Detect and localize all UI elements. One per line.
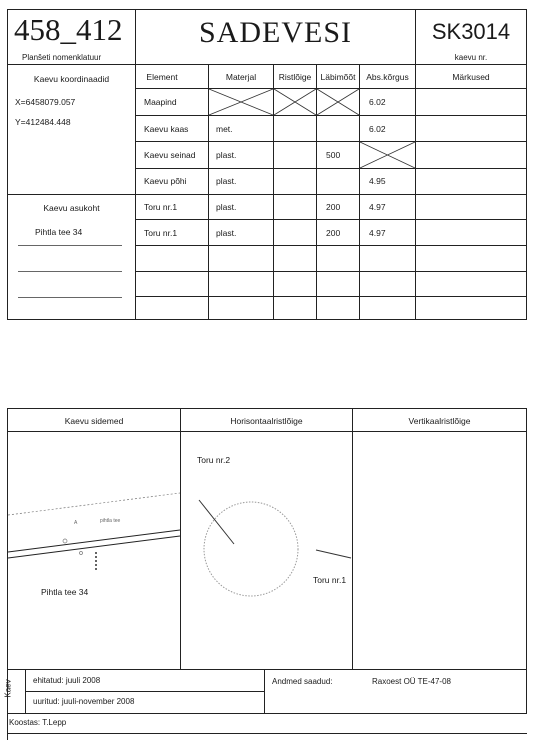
top-form xyxy=(0,0,535,340)
location-line xyxy=(18,245,122,246)
table-cell-element: Kaevu kaas xyxy=(144,124,189,134)
table-cell-height: 6.02 xyxy=(369,97,386,107)
col-header-diameter: Läbimõõt xyxy=(320,72,356,82)
table-cell-height: 4.97 xyxy=(369,228,386,238)
pipe-1-label: Toru nr.1 xyxy=(313,575,347,585)
side-label: Kaev xyxy=(3,679,13,698)
table-cell-element: Maapind xyxy=(144,97,177,107)
well-plan-sketch xyxy=(181,432,353,670)
author: Koostas: T.Lepp xyxy=(9,718,67,727)
pipe-2-label: Toru nr.2 xyxy=(197,455,231,465)
location-label: Kaevu asukoht xyxy=(43,203,100,213)
data-source-label: Andmed saadud: xyxy=(272,677,333,686)
table-cell-element: Toru nr.1 xyxy=(144,202,178,212)
table-cell-element: Toru nr.1 xyxy=(144,228,178,238)
lower-form xyxy=(0,400,535,747)
built-date: ehitatud: juuli 2008 xyxy=(33,676,101,685)
connections-title: Kaevu sidemed xyxy=(64,416,124,426)
table-cell-diameter: 500 xyxy=(326,150,341,160)
x-coordinate: X=6458079.057 xyxy=(15,97,76,107)
horizontal-section-title: Horisontaalristlõige xyxy=(230,416,303,426)
table-cell-height: 4.95 xyxy=(369,176,386,186)
location-line xyxy=(18,297,122,298)
document-title: SADEVESI xyxy=(198,16,352,49)
y-coordinate: Y=412484.448 xyxy=(15,117,71,127)
survey-date: uuritud: juuli-november 2008 xyxy=(33,697,135,706)
col-header-material: Materjal xyxy=(225,72,257,82)
table-cell-height: 4.97 xyxy=(369,202,386,212)
location-value: Pihtla tee 34 xyxy=(35,227,83,237)
table-cell-element: Kaevu seinad xyxy=(144,150,196,160)
col-header-element: Element xyxy=(146,72,178,82)
table-cell-element: Kaevu põhi xyxy=(144,176,187,186)
empty-cell-crosses xyxy=(0,0,535,340)
table-cell-height: 6.02 xyxy=(369,124,386,134)
svg-text:pihtla tee: pihtla tee xyxy=(100,518,121,524)
col-header-notes: Märkused xyxy=(452,72,490,82)
coordinates-label: Kaevu koordinaadid xyxy=(33,74,110,84)
col-header-abs-height: Abs.kõrgus xyxy=(366,72,409,82)
table-cell-material: plast. xyxy=(216,202,237,212)
data-source-value: Raxoest OÜ TE-47-08 xyxy=(372,677,451,686)
well-number: SK3014 xyxy=(431,19,511,44)
well-number-label: kaevu nr. xyxy=(454,53,488,62)
site-map-sketch xyxy=(8,490,180,610)
nomenclature-label: Planšeti nomenklatuur xyxy=(22,53,102,62)
svg-text:A: A xyxy=(74,520,78,526)
table-cell-diameter: 200 xyxy=(326,228,341,238)
table-cell-material: plast. xyxy=(216,150,237,160)
location-line xyxy=(18,271,122,272)
table-cell-material: met. xyxy=(216,124,233,134)
table-cell-material: plast. xyxy=(216,176,237,186)
table-cell-material: plast. xyxy=(216,228,237,238)
nomenclature-number: 458_412 xyxy=(14,12,123,47)
col-header-cross-section: Ristlõige xyxy=(278,72,312,82)
vertical-section-title: Vertikaalristlõige xyxy=(408,416,471,426)
map-street-label: Pihtla tee 34 xyxy=(41,587,89,597)
table-cell-diameter: 200 xyxy=(326,202,341,212)
